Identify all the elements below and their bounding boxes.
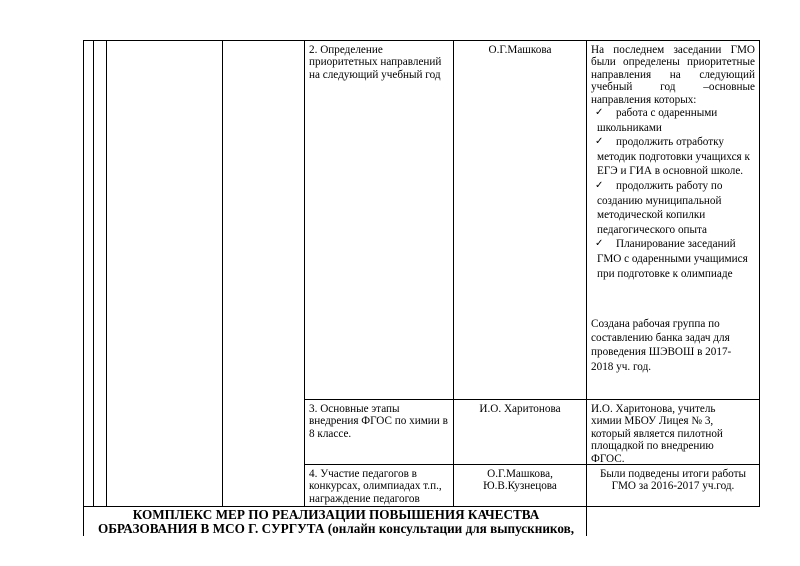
checkmark-icon: ✓ — [595, 238, 604, 250]
table-border-right — [759, 40, 760, 506]
result-list-item-rest: школьниками — [597, 121, 662, 134]
checkmark-icon: ✓ — [595, 107, 604, 118]
section-heading-line-1: КОМПЛЕКС МЕР ПО РЕАЛИЗАЦИИ ПОВЫШЕНИЯ КАЧЕСТВА — [132, 507, 540, 522]
row-2-item: 2. Определение приоритетных направлений на следующий учебный год — [309, 44, 442, 81]
row-4-responsible-2: Ю.В.Кузнецова — [483, 480, 557, 492]
checkmark-icon: ✓ — [595, 179, 604, 191]
column-divider-3 — [222, 40, 223, 506]
checkmark-icon: ✓ — [595, 136, 604, 148]
column-divider-2 — [106, 40, 107, 506]
row-divider-1 — [304, 399, 760, 400]
row-4-item: 4. Участие педагогов в конкурсах, олимпиадах т.п., награждение педагогов — [309, 468, 442, 505]
row-3-item: 3. Основные этапы внедрения ФГОС по химии в 8 классе. — [309, 403, 448, 440]
column-divider-1 — [93, 40, 94, 506]
table-border-left — [83, 40, 84, 536]
result-list-item-first: продолжить отработку — [616, 136, 725, 149]
row-2-result-outro: Создана рабочая группа по составлению банка задач для проведения ШЭВОШ в 2017-2018 уч. год. — [591, 318, 732, 373]
row-4-responsible-1: О.Г.Машкова, — [487, 468, 553, 480]
result-list-item-rest: методик подготовки учащихся к ЕГЭ и ГИА в основной школе. — [597, 150, 750, 178]
result-list-item — [591, 179, 755, 237]
row-3-result: И.О. Харитонова, учитель химии МБОУ Лицея № 3, который является пилотной площадкой по внедрению ФГОС. — [591, 403, 723, 465]
result-list-item-rest: созданию муниципальной методической копилки педагогического опыта — [597, 194, 722, 236]
result-list-item-first: работа с одаренными — [616, 107, 718, 119]
result-list-item-rest: ГМО с одаренными учащимися при подготовке к олимпиаде — [597, 252, 748, 280]
section-heading-line-2: ОБРАЗОВАНИЯ В МСО Г. СУРГУТА (онлайн консультации для выпускников, — [97, 521, 575, 536]
row-2-result-intro: На последнем заседании ГМО были определены приоритетные направления на следующий учебный год –основные направления которых: — [591, 44, 755, 106]
result-list-item — [591, 106, 755, 135]
result-list-item-first: продолжить работу по — [616, 179, 723, 192]
table-border-top — [83, 40, 760, 41]
column-divider-6 — [586, 40, 587, 536]
row-2-responsible: О.Г.Машкова — [488, 44, 552, 56]
result-list-item — [591, 135, 755, 179]
result-list-item-first: Планирование заседаний — [616, 238, 736, 251]
column-divider-5 — [453, 40, 454, 506]
column-divider-4 — [304, 40, 305, 506]
row-2-result-list — [591, 106, 755, 281]
row-3-responsible: И.О. Харитонова — [479, 403, 561, 415]
row-4-result: Были подведены итоги работы ГМО за 2016-2017 уч.год. — [599, 468, 747, 493]
result-list-item — [591, 237, 755, 281]
